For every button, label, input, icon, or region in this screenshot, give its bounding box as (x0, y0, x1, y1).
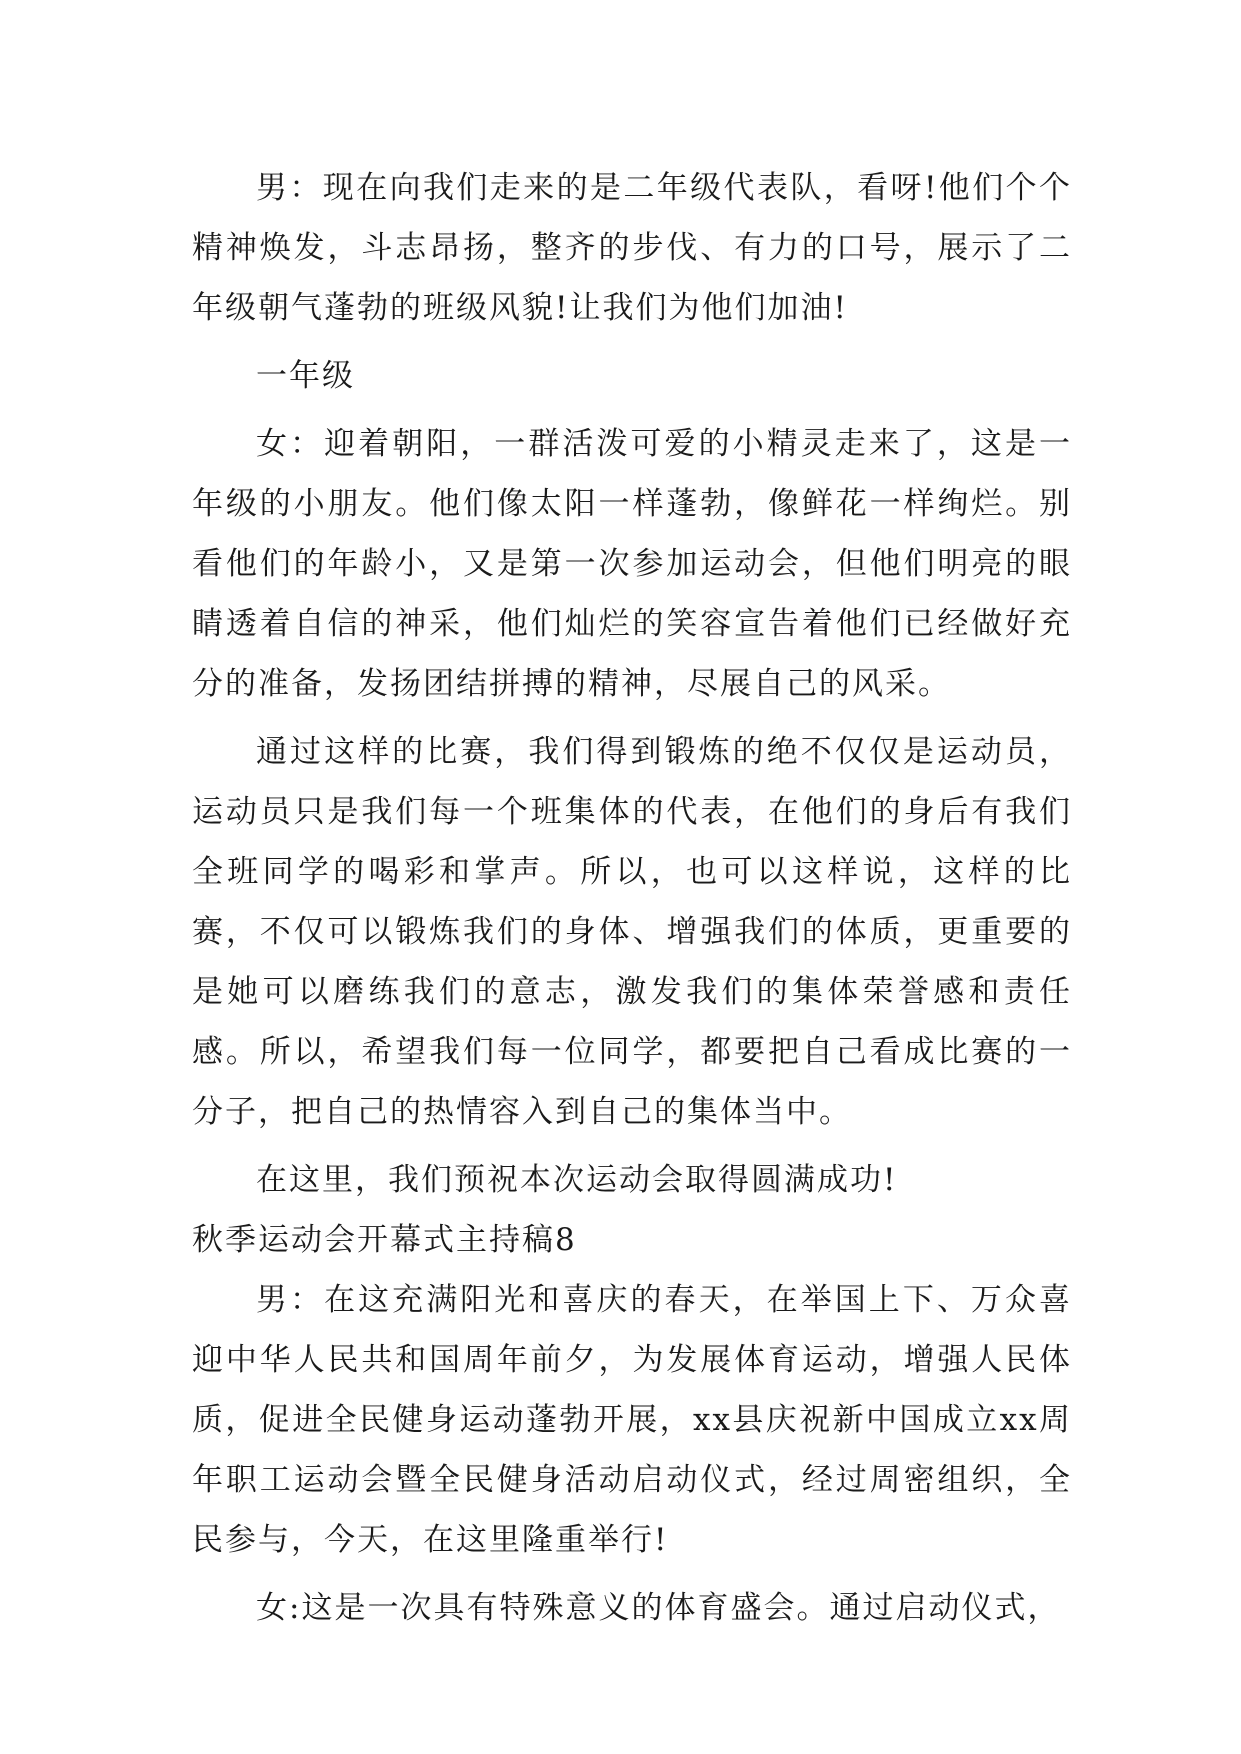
paragraph-grade1-label: 一年级 (256, 358, 355, 394)
document-body (192, 158, 1072, 1646)
paragraph-grade1-intro: 女：迎着朝阳，一群活泼可爱的小精灵走来了，这是一年级的小朋友。他们像太阳一样蓬勃，像鲜花一样绚烂。别看他们的年龄小，又是第一次参加运动会，但他们明亮的眼睛透着自信的神采，他们灿烂的笑容宣告着他们已经做好充分的准备，发扬团结拼搏的精神，尽展自己的风采。 (192, 426, 1072, 702)
paragraph-competition-meaning: 通过这样的比赛，我们得到锻炼的绝不仅仅是运动员，运动员只是我们每一个班集体的代表，在他们的身后有我们全班同学的喝彩和掌声。所以，也可以这样说，这样的比赛，不仅可以锻炼我们的身体、增强我们的体质，更重要的是她可以磨练我们的意志，激发我们的集体荣誉感和责任感。所以，希望我们每一位同学，都要把自己看成比赛的一分子，把自己的热情容入到自己的集体当中。 (192, 734, 1072, 1130)
paragraph-male-opening: 男：在这充满阳光和喜庆的春天，在举国上下、万众喜迎中华人民共和国周年前夕，为发展体育运动，增强人民体质，促进全民健身运动蓬勃开展，xx县庆祝新中国成立xx周年职工运动会暨全民健身活动启动仪式，经过周密组织，全民参与，今天，在这里隆重举行! (192, 1282, 1072, 1558)
paragraph-wishes: 在这里，我们预祝本次运动会取得圆满成功! (256, 1162, 898, 1198)
paragraph-female-opening: 女:这是一次具有特殊意义的体育盛会。通过启动仪式， (256, 1590, 1061, 1626)
section-title: 秋季运动会开幕式主持稿8 (192, 1222, 577, 1258)
paragraph-grade2-intro: 男：现在向我们走来的是二年级代表队，看呀!他们个个精神焕发，斗志昂扬，整齐的步伐、有力的口号，展示了二年级朝气蓬勃的班级风貌!让我们为他们加油! (192, 170, 1072, 326)
